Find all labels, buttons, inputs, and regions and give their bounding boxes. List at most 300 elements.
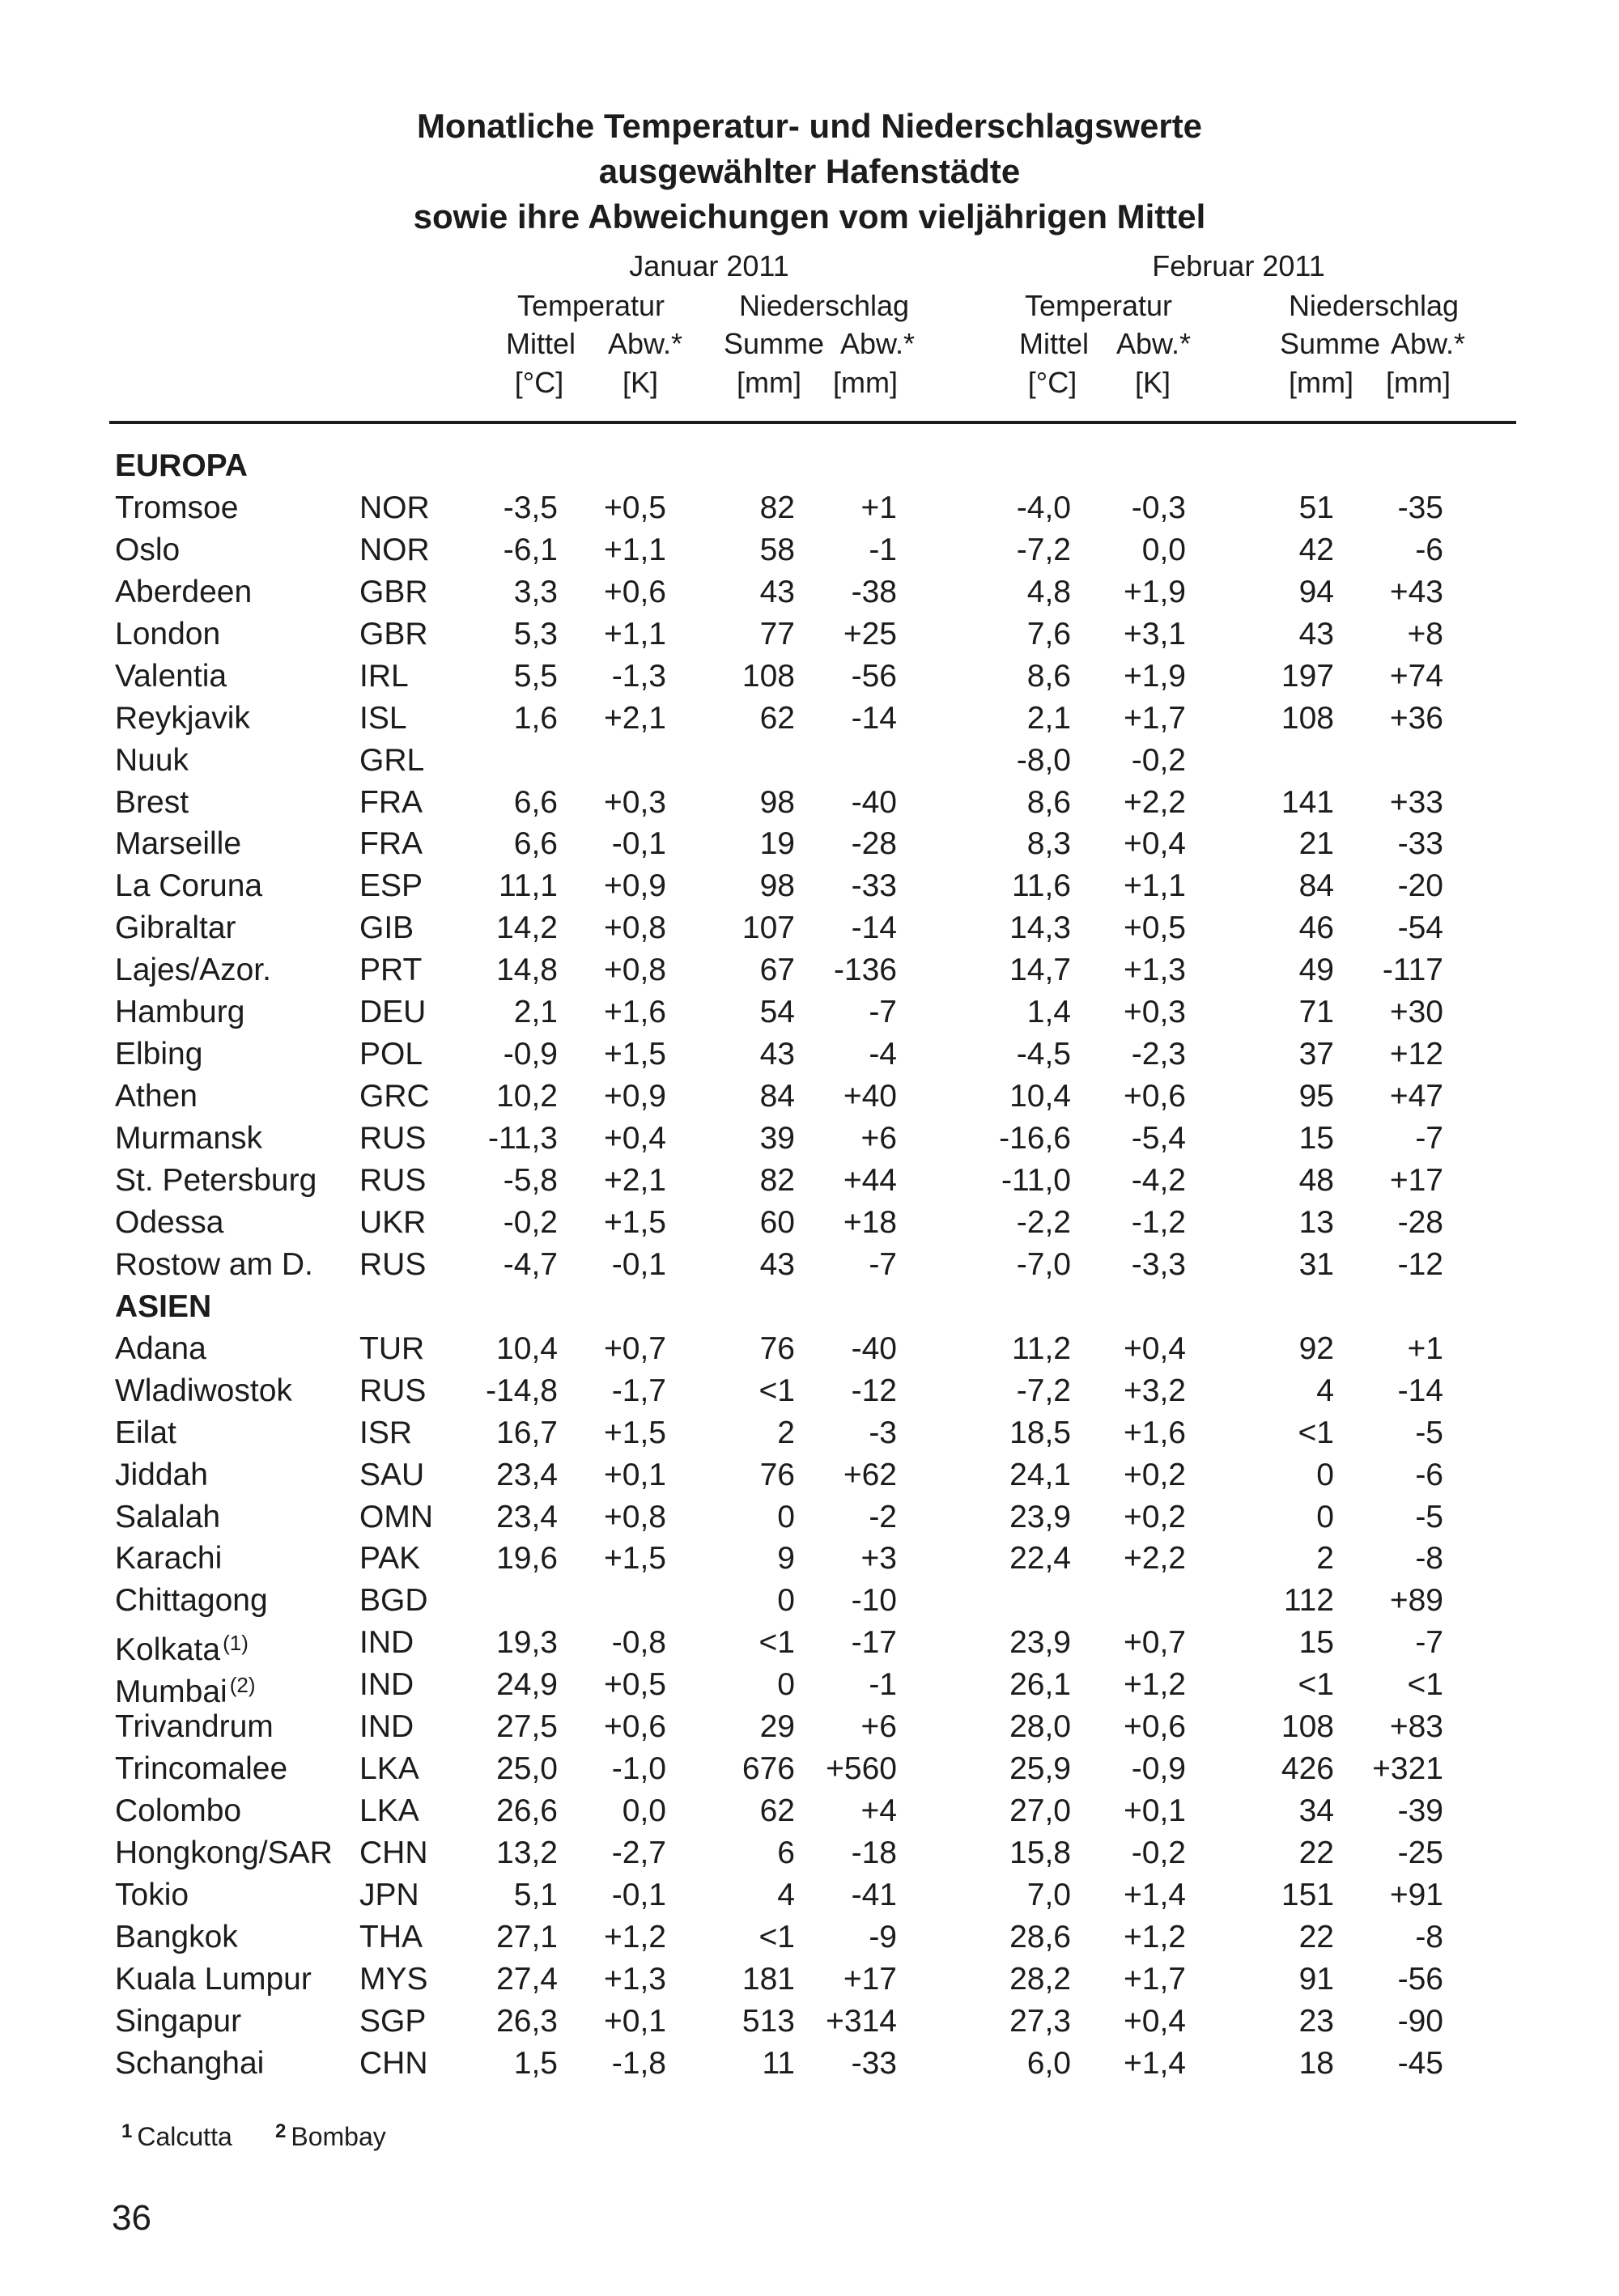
cell-jan-precip-summe: 82 — [759, 1162, 795, 1198]
cell-feb-temp-abw: -0,2 — [1131, 742, 1186, 778]
cell-jan-precip-abw: +1 — [860, 490, 897, 525]
cell-jan-precip-summe: 0 — [777, 1667, 795, 1703]
cell-feb-precip-summe: 112 — [1283, 1583, 1334, 1619]
cell-jan-precip-summe: 98 — [759, 868, 795, 904]
cell-feb-precip-abw: +91 — [1389, 1877, 1443, 1912]
cell-jan-precip-summe: 43 — [759, 1037, 795, 1072]
cell-jan-precip-abw: +3 — [860, 1541, 897, 1577]
cell-feb-precip-summe: 34 — [1298, 1793, 1334, 1829]
cell-country: CHN — [359, 2045, 428, 2081]
header-feb-mittel: Mittel — [1018, 327, 1090, 360]
cell-country: RUS — [359, 1121, 427, 1156]
cell-country: NOR — [359, 490, 430, 525]
title-line-2: ausgewählter Hafenstädte — [598, 152, 1021, 190]
cell-feb-precip-summe: 2 — [1316, 1541, 1334, 1577]
cell-jan-temp-mittel: 10,2 — [496, 1079, 558, 1114]
cell-jan-temp-abw: -1,8 — [611, 2045, 666, 2081]
cell-feb-temp-abw: +2,2 — [1124, 1541, 1186, 1577]
cell-feb-precip-summe: 95 — [1298, 1079, 1334, 1114]
cell-feb-temp-mittel: -16,6 — [999, 1121, 1071, 1156]
cell-jan-temp-mittel: 6,6 — [513, 826, 558, 862]
cell-feb-temp-mittel: -7,0 — [1016, 1246, 1071, 1282]
cell-name: Adana — [115, 1330, 206, 1366]
cell-jan-temp-abw: +1,5 — [604, 1415, 666, 1450]
cell-feb-precip-summe: 92 — [1298, 1330, 1334, 1366]
cell-country: IND — [359, 1625, 414, 1661]
header-jan-unit-c: [°C] — [514, 366, 564, 399]
city-name: Kolkata — [115, 1632, 221, 1668]
cell-feb-precip-abw: +83 — [1389, 1709, 1443, 1745]
cell-feb-precip-abw: +321 — [1372, 1751, 1443, 1787]
cell-feb-precip-summe: 21 — [1298, 826, 1334, 862]
cell-feb-temp-abw: +0,3 — [1124, 995, 1186, 1030]
cell-jan-precip-summe: 6 — [777, 1836, 795, 1871]
cell-jan-precip-abw: -4 — [869, 1037, 897, 1072]
cell-jan-precip-abw: +25 — [843, 616, 897, 651]
cell-feb-precip-abw: -25 — [1397, 1836, 1443, 1871]
cell-country: ESP — [359, 868, 423, 904]
cell-feb-precip-summe: 426 — [1281, 1751, 1334, 1787]
cell-name: Trivandrum — [115, 1709, 274, 1745]
cell-country: FRA — [359, 826, 423, 862]
cell-country: GIB — [359, 910, 414, 946]
cell-jan-temp-abw: +0,9 — [604, 868, 666, 904]
header-feb-unit-mm-abw: [mm] — [1386, 366, 1451, 399]
cell-jan-temp-abw: +2,1 — [604, 1162, 666, 1198]
cell-feb-precip-abw: +43 — [1389, 574, 1443, 609]
cell-jan-temp-mittel: -3,5 — [503, 490, 558, 525]
cell-jan-temp-mittel: 5,1 — [513, 1877, 558, 1912]
cell-feb-temp-mittel: 27,0 — [1009, 1793, 1071, 1829]
cell-country: GRL — [359, 742, 425, 778]
cell-country: GBR — [359, 574, 428, 609]
cell-feb-temp-abw: -1,2 — [1131, 1204, 1186, 1240]
cell-jan-precip-summe: 98 — [759, 784, 795, 820]
cell-feb-precip-summe: 23 — [1298, 2003, 1334, 2039]
cell-jan-temp-mittel: 5,3 — [513, 616, 558, 651]
header-jan-precip-abw: Abw.* — [839, 327, 916, 360]
cell-jan-precip-summe: 62 — [759, 700, 795, 736]
cell-feb-temp-mittel: 26,1 — [1009, 1667, 1071, 1703]
cell-name: Elbing — [115, 1037, 203, 1072]
cell-feb-temp-abw: +1,4 — [1124, 1877, 1186, 1912]
cell-feb-temp-mittel: 23,9 — [1009, 1625, 1071, 1661]
cell-name: Bangkok — [115, 1919, 238, 1954]
cell-country: LKA — [359, 1793, 419, 1829]
cell-jan-temp-mittel: 27,5 — [496, 1709, 558, 1745]
cell-feb-temp-abw: +1,2 — [1124, 1919, 1186, 1954]
cell-country: RUS — [359, 1162, 427, 1198]
cell-feb-precip-summe: 15 — [1298, 1625, 1334, 1661]
cell-feb-temp-mittel: 27,3 — [1009, 2003, 1071, 2039]
cell-name: London — [115, 616, 221, 651]
cell-jan-precip-summe: 107 — [742, 910, 795, 946]
cell-feb-precip-abw: -6 — [1415, 532, 1443, 567]
cell-jan-temp-abw: -0,1 — [611, 826, 666, 862]
cell-country: RUS — [359, 1246, 427, 1282]
header-jan-temperature: Temperatur — [516, 289, 665, 322]
cell-feb-temp-abw: +1,6 — [1124, 1415, 1186, 1450]
cell-jan-temp-abw: +0,5 — [604, 1667, 666, 1703]
cell-country: MYS — [359, 1961, 428, 1997]
cell-name: Marseille — [115, 826, 242, 862]
cell-name: Lajes/Azor. — [115, 953, 271, 988]
cell-name: Karachi — [115, 1541, 223, 1577]
cell-name — [115, 1623, 249, 1670]
cell-jan-precip-summe: 0 — [777, 1583, 795, 1619]
cell-jan-temp-abw: +1,5 — [604, 1204, 666, 1240]
cell-feb-precip-summe: 22 — [1298, 1919, 1334, 1954]
cell-feb-precip-abw: +1 — [1407, 1330, 1443, 1366]
cell-feb-temp-abw: +1,4 — [1124, 2045, 1186, 2081]
cell-jan-precip-abw: -2 — [869, 1499, 897, 1534]
cell-feb-temp-mittel: 8,6 — [1026, 658, 1071, 694]
city-name: Mumbai — [115, 1674, 227, 1710]
cell-jan-precip-summe: 11 — [762, 2045, 795, 2081]
cell-feb-precip-abw: -28 — [1397, 1204, 1443, 1240]
footnote-marker: (1) — [223, 1631, 249, 1656]
cell-jan-precip-abw: +314 — [826, 2003, 897, 2039]
cell-jan-precip-abw: -1 — [869, 532, 897, 567]
cell-jan-precip-abw: -40 — [851, 1330, 897, 1366]
cell-feb-precip-abw: -5 — [1415, 1415, 1443, 1450]
cell-feb-temp-abw: +0,4 — [1124, 826, 1186, 862]
cell-jan-precip-abw: -12 — [851, 1373, 897, 1408]
header-month-february: Februar 2011 — [1152, 249, 1325, 282]
cell-jan-temp-mittel: 19,6 — [496, 1541, 558, 1577]
cell-feb-precip-abw: -45 — [1397, 2045, 1443, 2081]
cell-jan-temp-abw: +0,5 — [604, 490, 666, 525]
cell-jan-precip-abw: +62 — [843, 1457, 897, 1492]
cell-jan-temp-mittel: 11,1 — [498, 868, 558, 904]
cell-jan-precip-abw: -18 — [851, 1836, 897, 1871]
cell-jan-temp-mittel: -4,7 — [503, 1246, 558, 1282]
cell-jan-precip-abw: -10 — [851, 1583, 897, 1619]
cell-country: THA — [359, 1919, 423, 1954]
cell-jan-precip-summe: <1 — [759, 1625, 795, 1661]
cell-country: IRL — [359, 658, 409, 694]
cell-feb-temp-mittel: 2,1 — [1026, 700, 1071, 736]
cell-feb-precip-abw: -6 — [1415, 1457, 1443, 1492]
cell-country: IND — [359, 1667, 414, 1703]
cell-jan-precip-abw: +40 — [843, 1079, 897, 1114]
header-jan-temp-abw: Abw.* — [607, 327, 683, 360]
cell-name: Salalah — [115, 1499, 221, 1534]
cell-feb-temp-abw: -0,9 — [1131, 1751, 1186, 1787]
cell-feb-precip-summe: 0 — [1316, 1457, 1334, 1492]
cell-feb-precip-summe: 42 — [1298, 532, 1334, 567]
cell-jan-precip-abw: +17 — [843, 1961, 897, 1997]
cell-feb-temp-abw: +0,2 — [1124, 1499, 1186, 1534]
cell-country: PRT — [359, 953, 423, 988]
cell-jan-precip-summe: 62 — [759, 1793, 795, 1829]
cell-jan-temp-abw: +0,1 — [604, 2003, 666, 2039]
cell-feb-temp-abw: +1,2 — [1124, 1667, 1186, 1703]
cell-jan-temp-abw: -1,0 — [611, 1751, 666, 1787]
cell-jan-precip-abw: -28 — [851, 826, 897, 862]
cell-country: RUS — [359, 1373, 427, 1408]
cell-feb-precip-abw: +74 — [1389, 658, 1443, 694]
cell-feb-temp-mittel: -8,0 — [1016, 742, 1071, 778]
cell-jan-temp-mittel: 26,3 — [496, 2003, 558, 2039]
cell-feb-precip-abw: +17 — [1389, 1162, 1443, 1198]
cell-country: PAK — [359, 1541, 421, 1577]
cell-feb-temp-mittel: 14,3 — [1009, 910, 1071, 946]
cell-jan-temp-abw: +1,5 — [604, 1037, 666, 1072]
cell-jan-precip-summe: 43 — [759, 574, 795, 609]
header-jan-unit-mm-abw: [mm] — [833, 366, 898, 399]
cell-jan-temp-mittel: 5,5 — [513, 658, 558, 694]
cell-name: Wladiwostok — [115, 1373, 292, 1408]
cell-jan-temp-mittel: -6,1 — [503, 532, 558, 567]
cell-feb-temp-mittel: 28,0 — [1009, 1709, 1071, 1745]
cell-name: Jiddah — [115, 1457, 208, 1492]
cell-country: IND — [359, 1709, 414, 1745]
cell-name: Odessa — [115, 1204, 224, 1240]
cell-feb-temp-abw: +1,9 — [1124, 574, 1186, 609]
cell-feb-temp-abw: 0,0 — [1141, 532, 1186, 567]
cell-feb-precip-summe: 108 — [1281, 1709, 1334, 1745]
cell-jan-precip-summe: 43 — [759, 1246, 795, 1282]
cell-jan-temp-abw: +0,1 — [604, 1457, 666, 1492]
cell-feb-temp-mittel: 7,0 — [1026, 1877, 1071, 1912]
cell-country: SAU — [359, 1457, 425, 1492]
cell-feb-temp-mittel: 11,2 — [1011, 1330, 1071, 1366]
cell-jan-precip-summe: 676 — [742, 1751, 795, 1787]
cell-feb-precip-abw: +36 — [1389, 700, 1443, 736]
cell-jan-precip-abw: -40 — [851, 784, 897, 820]
cell-country: TUR — [359, 1330, 425, 1366]
footnote-2: $^2$ Bombay — [275, 2120, 386, 2151]
cell-jan-temp-mittel: 27,4 — [496, 1961, 558, 1997]
cell-name: Hamburg — [115, 995, 245, 1030]
cell-name: Hongkong/SAR — [115, 1836, 333, 1871]
cell-name: Brest — [115, 784, 189, 820]
cell-jan-precip-abw: -1 — [869, 1667, 897, 1703]
cell-jan-temp-abw: -1,3 — [611, 658, 666, 694]
cell-feb-precip-summe: 151 — [1281, 1877, 1334, 1912]
cell-jan-temp-abw: -0,8 — [611, 1625, 666, 1661]
cell-jan-precip-summe: 0 — [777, 1499, 795, 1534]
title-line-3: sowie ihre Abweichungen vom vieljährigen Mittel — [413, 197, 1206, 236]
header-jan-precipitation: Niederschlag — [738, 289, 910, 322]
cell-feb-temp-mittel: 15,8 — [1009, 1836, 1071, 1871]
cell-jan-precip-summe: <1 — [759, 1373, 795, 1408]
cell-jan-temp-mittel: 3,3 — [513, 574, 558, 609]
cell-feb-temp-abw: -2,3 — [1131, 1037, 1186, 1072]
cell-jan-precip-summe: 84 — [759, 1079, 795, 1114]
cell-jan-temp-mittel: -0,2 — [503, 1204, 558, 1240]
cell-jan-precip-summe: 67 — [759, 953, 795, 988]
cell-jan-precip-summe: 76 — [759, 1330, 795, 1366]
footnote-marker: (2) — [229, 1673, 256, 1698]
cell-feb-temp-mittel: 23,9 — [1009, 1499, 1071, 1534]
cell-feb-temp-mittel: 28,2 — [1009, 1961, 1071, 1997]
cell-jan-temp-abw: +0,8 — [604, 1499, 666, 1534]
cell-name: Schanghai — [115, 2045, 265, 2081]
cell-jan-precip-summe: 181 — [742, 1961, 795, 1997]
cell-feb-temp-abw: +0,6 — [1124, 1709, 1186, 1745]
cell-jan-temp-abw: -0,1 — [611, 1246, 666, 1282]
cell-jan-precip-abw: +44 — [843, 1162, 897, 1198]
cell-feb-temp-abw: +0,7 — [1124, 1625, 1186, 1661]
section-heading: EUROPA — [115, 448, 248, 483]
cell-jan-precip-summe: 39 — [759, 1121, 795, 1156]
header-feb-temp-abw: Abw.* — [1115, 327, 1192, 360]
cell-feb-precip-summe: 18 — [1298, 2045, 1334, 2081]
cell-jan-precip-abw: -33 — [851, 2045, 897, 2081]
header-feb-unit-c: [°C] — [1027, 366, 1077, 399]
cell-country: GRC — [359, 1079, 430, 1114]
cell-jan-precip-abw: +6 — [860, 1121, 897, 1156]
cell-feb-precip-summe: 4 — [1316, 1373, 1334, 1408]
cell-feb-precip-abw: +89 — [1389, 1583, 1443, 1619]
cell-country: BGD — [359, 1583, 428, 1619]
cell-feb-temp-abw: +0,2 — [1124, 1457, 1186, 1492]
cell-feb-precip-summe: 0 — [1316, 1499, 1334, 1534]
cell-feb-temp-mittel: 22,4 — [1009, 1541, 1071, 1577]
cell-name: St. Petersburg — [115, 1162, 317, 1198]
cell-jan-precip-abw: -33 — [851, 868, 897, 904]
cell-feb-precip-abw: -8 — [1415, 1541, 1443, 1577]
cell-feb-precip-abw: +47 — [1389, 1079, 1443, 1114]
cell-feb-temp-mittel: 10,4 — [1009, 1079, 1071, 1114]
cell-jan-temp-abw: +0,8 — [604, 910, 666, 946]
cell-feb-temp-abw: -0,2 — [1131, 1836, 1186, 1871]
cell-jan-temp-abw: +1,1 — [604, 532, 666, 567]
cell-jan-precip-summe: 76 — [759, 1457, 795, 1492]
cell-feb-temp-mittel: -4,0 — [1016, 490, 1071, 525]
header-feb-unit-k: [K] — [1134, 366, 1171, 399]
cell-feb-precip-summe: 22 — [1298, 1836, 1334, 1871]
cell-jan-precip-summe: 9 — [777, 1541, 795, 1577]
cell-feb-precip-abw: -56 — [1397, 1961, 1443, 1997]
cell-feb-precip-summe: 108 — [1281, 700, 1334, 736]
cell-jan-precip-abw: -9 — [869, 1919, 897, 1954]
cell-feb-precip-abw: <1 — [1407, 1667, 1443, 1703]
cell-jan-precip-summe: 4 — [777, 1877, 795, 1912]
cell-feb-temp-mittel: -4,5 — [1016, 1037, 1071, 1072]
cell-name: Kuala Lumpur — [115, 1961, 312, 1997]
cell-feb-temp-abw: +0,6 — [1124, 1079, 1186, 1114]
cell-jan-precip-abw: -136 — [833, 953, 897, 988]
cell-jan-precip-summe: 54 — [759, 995, 795, 1030]
cell-feb-precip-summe: 197 — [1281, 658, 1334, 694]
cell-country: ISR — [359, 1415, 413, 1450]
cell-jan-temp-mittel: 10,4 — [496, 1330, 558, 1366]
header-feb-summe: Summe — [1279, 327, 1381, 360]
cell-jan-temp-abw: +0,8 — [604, 953, 666, 988]
title-line-1: Monatliche Temperatur- und Niederschlagswerte — [416, 107, 1203, 145]
cell-feb-precip-summe: <1 — [1298, 1667, 1334, 1703]
cell-feb-temp-mittel: 11,6 — [1011, 868, 1071, 904]
cell-name: Oslo — [115, 532, 181, 567]
cell-jan-precip-summe: 513 — [742, 2003, 795, 2039]
cell-feb-precip-abw: -7 — [1415, 1121, 1443, 1156]
footnote-1: $^1$ Calcutta — [121, 2120, 232, 2151]
header-month-january: Januar 2011 — [629, 249, 789, 282]
cell-feb-precip-summe: 13 — [1298, 1204, 1334, 1240]
cell-country: SGP — [359, 2003, 427, 2039]
cell-country: GBR — [359, 616, 428, 651]
cell-feb-temp-abw: -4,2 — [1131, 1162, 1186, 1198]
cell-feb-precip-summe: 94 — [1298, 574, 1334, 609]
cell-jan-temp-mittel: 16,7 — [496, 1415, 558, 1450]
cell-feb-temp-mittel: -11,0 — [1001, 1162, 1071, 1198]
cell-name: Murmansk — [115, 1121, 263, 1156]
header-jan-unit-mm: [mm] — [737, 366, 801, 399]
cell-feb-precip-abw: +30 — [1389, 995, 1443, 1030]
cell-feb-temp-mittel: 8,3 — [1026, 826, 1071, 862]
cell-jan-precip-summe: 82 — [759, 490, 795, 525]
cell-feb-temp-mittel: 25,9 — [1009, 1751, 1071, 1787]
cell-name: La Coruna — [115, 868, 263, 904]
cell-feb-temp-abw: -0,3 — [1131, 490, 1186, 525]
cell-name: Trincomalee — [115, 1751, 288, 1787]
cell-jan-precip-summe: 108 — [742, 658, 795, 694]
cell-country: UKR — [359, 1204, 427, 1240]
cell-country: OMN — [359, 1499, 433, 1534]
cell-jan-temp-abw: 0,0 — [622, 1793, 666, 1829]
cell-country: JPN — [359, 1877, 419, 1912]
cell-jan-precip-summe: 19 — [759, 826, 795, 862]
cell-name: Rostow am D. — [115, 1246, 313, 1282]
cell-feb-temp-abw: +3,1 — [1124, 616, 1186, 651]
cell-feb-precip-summe: 37 — [1298, 1037, 1334, 1072]
cell-feb-precip-abw: +12 — [1389, 1037, 1443, 1072]
cell-feb-temp-mittel: 8,6 — [1026, 784, 1071, 820]
cell-name: Aberdeen — [115, 574, 253, 609]
header-jan-summe: Summe — [723, 327, 825, 360]
cell-feb-precip-abw: -20 — [1397, 868, 1443, 904]
section-heading: ASIEN — [115, 1288, 212, 1324]
cell-jan-precip-abw: -56 — [851, 658, 897, 694]
cell-feb-precip-abw: -7 — [1415, 1625, 1443, 1661]
cell-feb-precip-summe: 46 — [1298, 910, 1334, 946]
cell-jan-precip-abw: +4 — [860, 1793, 897, 1829]
cell-jan-temp-mittel: 13,2 — [496, 1836, 558, 1871]
cell-jan-temp-abw: +0,7 — [604, 1330, 666, 1366]
cell-feb-temp-mittel: 6,0 — [1026, 2045, 1071, 2081]
cell-jan-precip-summe: <1 — [759, 1919, 795, 1954]
cell-name: Chittagong — [115, 1583, 268, 1619]
cell-jan-temp-abw: +0,4 — [604, 1121, 666, 1156]
cell-feb-temp-abw: -3,3 — [1131, 1246, 1186, 1282]
cell-jan-precip-abw: -41 — [851, 1877, 897, 1912]
header-feb-unit-mm: [mm] — [1289, 366, 1353, 399]
cell-country: LKA — [359, 1751, 419, 1787]
cell-jan-temp-abw: +1,3 — [604, 1961, 666, 1997]
cell-jan-precip-abw: -38 — [851, 574, 897, 609]
header-feb-temperature: Temperatur — [1024, 289, 1173, 322]
cell-feb-precip-abw: -12 — [1397, 1246, 1443, 1282]
cell-feb-temp-abw: +2,2 — [1124, 784, 1186, 820]
cell-jan-precip-abw: -14 — [851, 910, 897, 946]
cell-feb-temp-abw: +1,3 — [1124, 953, 1186, 988]
cell-jan-temp-mittel: 25,0 — [496, 1751, 558, 1787]
cell-jan-temp-abw: +1,2 — [604, 1919, 666, 1954]
header-jan-mittel: Mittel — [505, 327, 576, 360]
cell-feb-precip-summe: 48 — [1298, 1162, 1334, 1198]
cell-feb-temp-mittel: -7,2 — [1016, 532, 1071, 567]
cell-jan-temp-abw: -0,1 — [611, 1877, 666, 1912]
cell-feb-precip-summe: <1 — [1298, 1415, 1334, 1450]
cell-feb-temp-abw: +0,5 — [1124, 910, 1186, 946]
cell-feb-precip-abw: -54 — [1397, 910, 1443, 946]
cell-feb-temp-mittel: 7,6 — [1026, 616, 1071, 651]
cell-feb-temp-mittel: 24,1 — [1009, 1457, 1071, 1492]
cell-jan-temp-mittel: 27,1 — [496, 1919, 558, 1954]
